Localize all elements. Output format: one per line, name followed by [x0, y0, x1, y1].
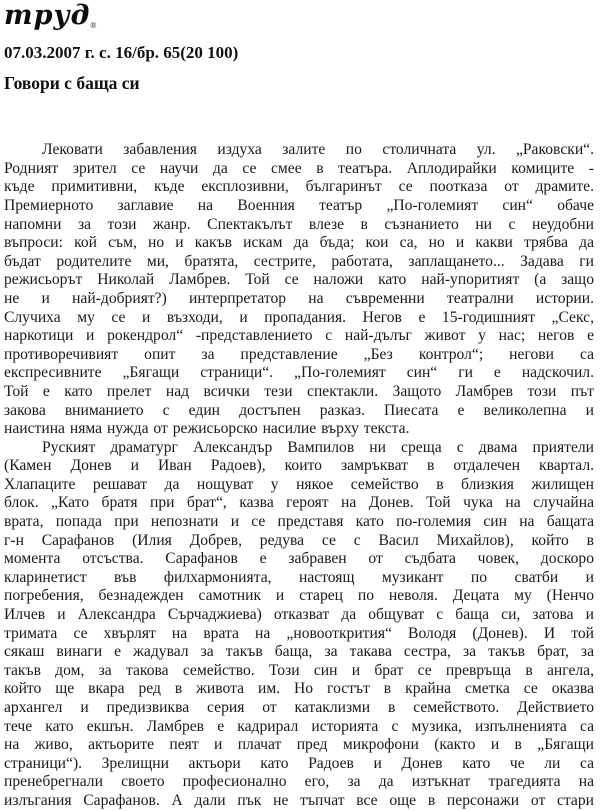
article-line: момента отсъства. Сарафанов е забравен от съдбата човек, доскоро [4, 550, 594, 568]
article-line: на живо, актьорите пеят и плачат пред микрофони (както и в „Бягащи [4, 736, 594, 754]
masthead [4, 0, 594, 39]
paragraph [4, 141, 594, 439]
article-line: страници“). Зрелищни актьори като Радоев и Донев като че ли са [4, 754, 594, 772]
article-line: архангел и предизвиква серия от катаклизми в семейството. Действието [4, 699, 594, 716]
article-line: (Камен Донев и Иван Радоев), които замръкват в отдалечен квартал. [4, 457, 594, 475]
article-body [4, 141, 594, 810]
article-line: режисьорът Николай Ламбрев. Той се наложи като най-упоритият (а защо [4, 271, 594, 289]
article-line: Хлапаците решават да нощуват у някое семейство в близкия жилищен [4, 475, 594, 493]
article-line: г-н Сарафанов (Илия Добрев, редува се с Васил Михайлов), който в [4, 531, 594, 549]
article-line: наркотици и рокендрол“ -представлението с най-дълъг живот у нас; негов е [4, 327, 594, 345]
article-line: къде примитивни, къде експлозивни, българинът се поотказа от драмите. [4, 178, 594, 196]
article-line: блок. „Като братя при брат“, казва героят на Донев. Той чука на случайна [4, 494, 594, 512]
article-line: Руският драматург Александър Вампилов ни среща с двама приятели [42, 438, 594, 456]
article-line: бъдат родителите ми, братята, сестрите, работата, заплащането... Задава ги [4, 252, 594, 270]
article-line: погребения, безнадежден самотник и старец по неволя. Децата му (Ненчо [4, 587, 594, 605]
article-line: въпроси: кой съм, но и какъв искам да бъда; кои са, но и какви трябва да [4, 234, 594, 252]
article-line: Премиерното заглавие на Военния театър „По-големият син“ обаче [4, 196, 594, 214]
article-line: сякаш винаги е жадувал за такъв баща, за такава сестра, за такъв брат, за [4, 643, 594, 661]
article-line: напомни за този жанр. Спектакълът влезе в съзнанието ни с неудобни [4, 215, 594, 233]
article-line: експресивните „Бягащи страници“. „По-големият син“ ги е надскочил. [4, 364, 594, 382]
article-line: Случиха му се и възходи, и пропадания. Негов е 15-годишният „Секс, [4, 308, 594, 326]
article-line: врата, попада при непознати и се представя като по-големия син на бащата [4, 513, 594, 531]
article-line: Той е като прелет над всички тези спектакли. Защото Ламбрев този път [4, 382, 594, 400]
article-headline: Говори с баща си [4, 73, 140, 94]
article-line: пренебрегнали своето професионално его, за да изтъкнат трагедията на [4, 773, 594, 791]
article-line: такъв дом, за такова семейство. Този син и брат се превръща в ангела, [4, 661, 594, 679]
article-line: закова вниманието с един достъпен разказ. Пиесата е великолепна и [4, 401, 594, 419]
article-line: противоречивият опит за представление „Без контрол“; негови са [4, 345, 594, 363]
registered-trademark-mark: ® [90, 21, 97, 31]
article-line: излъгания Сарафанов. А дали пък не тъпчат все още в персонажи от стари [4, 791, 594, 809]
article-line: тримата се хвърлят на врата на „новооткрития“ Володя (Донев). И той [4, 624, 594, 642]
paragraph [4, 439, 594, 811]
article-line: кларинетист във филхармонията, настоящ музикант по сватби и [4, 568, 594, 586]
issue-dateline: 07.03.2007 г. с. 16/бр. 65(20 100) [4, 43, 239, 63]
article-line: Илчев и Александра Сърчаджиева) отказват да общуват с баща си, затова и [4, 606, 594, 624]
article-line: който ще вкара ред в живота им. Но гостът в крайна сметка се оказва [4, 680, 594, 698]
article-line: не и най-добрият?) интерпретатор на съвременни театрални истории. [4, 289, 594, 307]
article-line: Лековати забавления издуха залите по столичната ул. „Раковски“. [42, 141, 594, 159]
article-line: наистина няма нужда от режисьорско насилие върху текста. [4, 420, 410, 438]
article-line: тече като екшън. Ламбрев е кадрирал историята с музика, изпълненията са [4, 717, 594, 735]
trud-newspaper-logo: труд [4, 0, 91, 31]
article-line: Родният зрител се научи да се смее в театъра. Аплодирайки комиците - [4, 159, 594, 177]
